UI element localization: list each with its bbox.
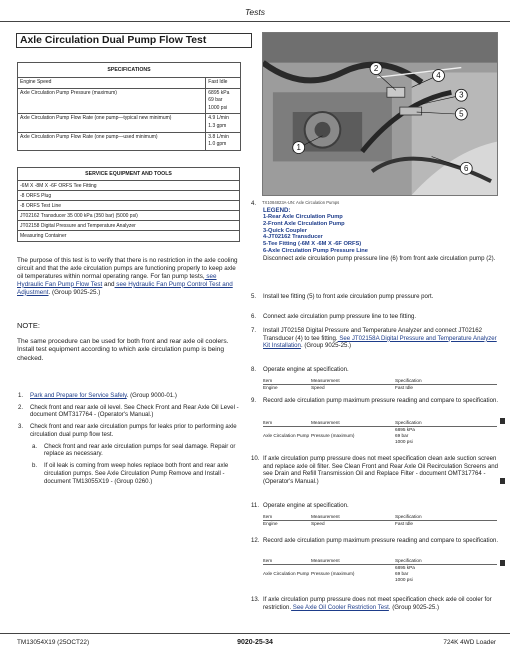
- list-item: 3. Check front and rear axle circulation pumps for leaks prior to performing axle circulation dual pump flow test.: [18, 423, 237, 438]
- engine-speed-spec-table-2: [263, 514, 497, 527]
- title-box: [16, 33, 252, 48]
- spec-value: 4.9 L/min 1.3 gpm: [208, 115, 229, 129]
- steps-list-left: [18, 392, 250, 489]
- legend-item: 6-Axle Circulation Pump Pressure Line: [263, 247, 368, 254]
- table-row: JT02162 Transducer 35 000 kPa (350 bar) (5000 psi): [18, 211, 239, 221]
- svg-text:3: 3: [459, 90, 464, 100]
- svg-text:4: 4: [436, 70, 441, 80]
- table-row: -6M X -8M X -6F ORFS Tee Fitting: [18, 181, 239, 191]
- legend-item: 2-Front Axle Circulation Pump: [263, 220, 345, 227]
- list-item: 1. Park and Prepare for Service Safely. (Group 9000-01.): [18, 392, 177, 399]
- photo-illustration: [263, 33, 497, 195]
- spec-item: Engine Speed: [18, 78, 206, 88]
- table-row: 1000 psi: [395, 577, 413, 582]
- list-item: b. If oil leak is coming from weep holes replace both front and rear axle circulation pumps. See Axle Circulation Pump Remove and Install - document TM13055X19 - (Group 0260.): [32, 462, 229, 485]
- table-row: 6895 kPa: [395, 565, 415, 570]
- table-row: Measuring Container: [20, 233, 67, 239]
- footer-page-number: 9020-25-34: [237, 639, 273, 646]
- margin-mark: [500, 560, 505, 566]
- analyzer-kit-installation-link[interactable]: See JT02158A Digital Pressure and Temperature Analyzer Kit Installation: [263, 334, 497, 350]
- svg-text:1: 1: [296, 143, 301, 153]
- document-title: Axle Circulation Dual Pump Flow Test: [20, 35, 207, 46]
- note-text: The same procedure can be used for both front and rear axle oil coolers. Install test equipment according to which axle circulation pump is being checked.: [17, 338, 229, 362]
- step-10: 10. If axle circulation pump pressure does not meet specification clean axle suction screen and replace axle oil filter. See Clean Front and Rear Axle Oil Recirculation Screens and see Drain and Refill Transmission Oil and Replace Filter - document OMT317764 - (Operator's Manual.): [251, 455, 499, 486]
- pressure-spec-table: [263, 420, 497, 445]
- spec-item: Axle Circulation Pump Flow Rate (one pump—typical new minimum): [18, 114, 206, 131]
- step-8: 8. Operate engine at specification.: [251, 366, 349, 373]
- specifications-header: SPECIFICATIONS: [18, 63, 240, 78]
- svg-text:2: 2: [373, 64, 379, 74]
- table-row: [18, 89, 240, 115]
- page-header: [0, 0, 510, 22]
- park-and-prepare-link[interactable]: Park and Prepare for Service Safely: [30, 392, 127, 399]
- tools-header: SERVICE EQUIPMENT AND TOOLS: [18, 168, 239, 181]
- table-header-row: Item Measurement Specification: [263, 558, 497, 565]
- spec-value: 6895 kPa 69 bar 1000 psi: [208, 89, 230, 111]
- table-row: [18, 78, 240, 89]
- step-number: 4.: [251, 200, 257, 207]
- engine-speed-spec-table: [263, 378, 497, 391]
- legend-item: 4-JT02162 Transducer: [263, 234, 323, 241]
- svg-text:6: 6: [464, 163, 469, 173]
- specifications-table: [17, 62, 241, 151]
- axle-circulation-pumps-photo: [262, 32, 498, 196]
- step-4-text: Disconnect axle circulation pump pressure line (6) from front axle circulation pump (2).: [263, 254, 496, 262]
- table-row: -8 ORFS Plug: [18, 191, 239, 201]
- table-row: Engine Speed Fast Idle: [263, 521, 413, 526]
- table-row: -8 ORFS Test Line: [18, 201, 239, 211]
- header-title: Tests: [244, 7, 265, 17]
- pressure-spec-table-2: [263, 558, 497, 583]
- table-row: [18, 133, 240, 150]
- step-5: 5. Install tee fitting (5) to front axle circulation pump pressure port.: [251, 293, 434, 300]
- step-11: 11. Operate engine at specification.: [251, 502, 349, 509]
- table-row: [18, 114, 240, 132]
- legend-item: 1-Rear Axle Circulation Pump: [263, 214, 343, 221]
- step-7: 7. Install JT02158 Digital Pressure and Temperature Analyzer and connect JT02162 Transducer (4) to tee fitting. See JT02158A Digital Pressure and Temperature Analyzer Kit Installation. (Group 9025-25.): [251, 327, 497, 350]
- svg-text:5: 5: [459, 109, 464, 119]
- footer-rule: [0, 633, 510, 634]
- step-13: 13. If axle circulation pump pressure does not meet specification check axle oil cooler for restriction. See Axle Oil Cooler Restriction Test. (Group 9025-25.): [251, 596, 492, 611]
- legend-item: 5-Tee Fitting (-6M X -6M X -6F ORFS): [263, 241, 362, 248]
- fan-pump-control-test-link[interactable]: see Hydraulic Fan Pump Control Test and Adjustment: [17, 280, 233, 296]
- margin-mark: [500, 478, 505, 484]
- figure-caption: TX1084823A-UN: Axle Circulation Pumps: [262, 200, 340, 205]
- table-row: JT02158 Digital Pressure and Temperature Analyzer: [18, 221, 239, 231]
- note-label: NOTE:: [17, 321, 40, 330]
- figure-legend: [263, 207, 497, 262]
- purpose-paragraph: The purpose of this test is to verify that there is no restriction in the axle cooling circuit and that the axle circulation pumps are functioning properly to keep axle oil temperatures within normal operating range. For fan pump tests, see Hydraulic Fan Pump Flow Test and see Hydraulic Fan Pump Control Test and Adjustment. (Group 9025-25.): [17, 257, 238, 296]
- table-header-row: Item Measurement Specification: [263, 420, 497, 427]
- step-6: 6. Connect axle circulation pump pressure line to tee fitting.: [251, 313, 417, 320]
- legend-item: 3-Quick Coupler: [263, 227, 307, 234]
- table-row: 6895 kPa: [395, 427, 415, 432]
- table-header-row: Item Measurement Specification: [263, 378, 497, 385]
- spec-item: Axle Circulation Pump Pressure (maximum): [18, 89, 206, 114]
- spec-value: Fast Idle: [208, 79, 228, 85]
- spec-item: Axle Circulation Pump Flow Rate (one pump—used minimum): [18, 133, 206, 150]
- legend-title: LEGEND:: [263, 207, 291, 214]
- table-row: 1000 psi: [395, 439, 413, 444]
- list-item: a. Check front and rear axle circulation pumps for seal damage. Repair or replace as necessary.: [32, 442, 236, 458]
- table-row: Axle Circulation Pump Pressure (maximum) 69 bar: [263, 433, 409, 438]
- step-9: 9. Record axle circulation pump maximum pressure reading and compare to specification.: [251, 397, 499, 404]
- margin-mark: [500, 418, 505, 424]
- list-item: 2. Check front and rear axle oil level. See Check Front and Rear Axle Oil Level - document OMT317764 - (Operator's Manual.): [18, 403, 239, 419]
- footer-left: TM13054X19 (25OCT22): [17, 639, 90, 646]
- service-tools-table: [17, 167, 240, 242]
- table-header-row: Item Measurement Specification: [263, 514, 497, 521]
- table-row: Engine Speed Fast Idle: [263, 385, 413, 390]
- step-12: 12. Record axle circulation pump maximum pressure reading and compare to specification.: [251, 537, 499, 544]
- footer-right: 724K 4WD Loader: [443, 639, 496, 646]
- spec-value: 3.8 L/min 1.0 gpm: [208, 133, 229, 148]
- axle-oil-cooler-restriction-link[interactable]: See Axle Oil Cooler Restriction Test: [291, 603, 389, 611]
- table-row: Axle Circulation Pump Pressure (maximum) 69 bar: [263, 571, 409, 576]
- fan-pump-flow-test-link[interactable]: see Hydraulic Fan Pump Flow Test: [17, 272, 217, 288]
